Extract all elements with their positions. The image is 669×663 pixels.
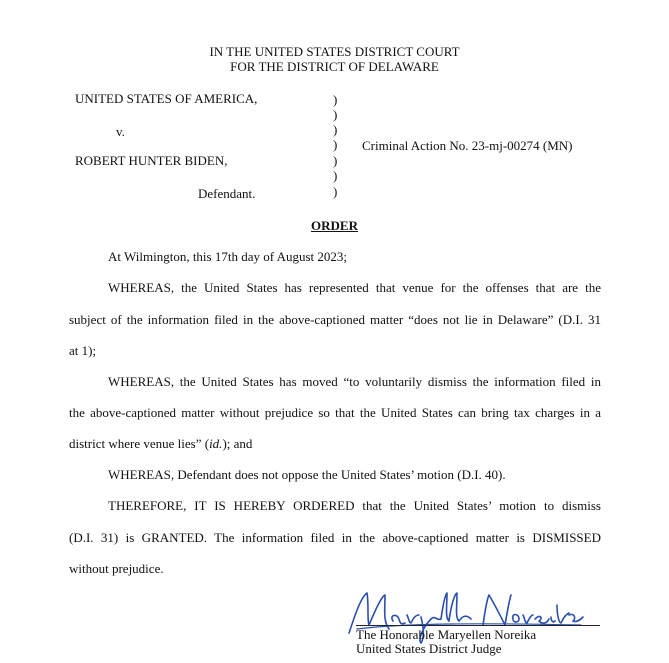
plaintiff-name: UNITED STATES OF AMERICA, [75,91,258,106]
whereas-venue-line-1: WHEREAS, the United States has represented that venue for the offenses that are the [108,280,601,295]
whereas-venue-line-3: at 1); [69,343,97,358]
ordered-line-3: without prejudice. [69,561,164,576]
caption-paren: ) [333,168,338,183]
caption-paren: ) [333,107,338,122]
court-name-line-2: FOR THE DISTRICT OF DELAWARE [230,59,439,74]
defendant-role: Defendant. [198,186,256,201]
judge-title: United States District Judge [356,641,502,656]
judge-name: The Honorable Maryellen Noreika [356,627,537,642]
whereas-motion-line-3: district where venue lies” (id.); and [69,436,253,451]
order-title: ORDER [311,218,358,233]
caption-paren: ) [333,92,338,107]
caption-paren: ) [333,122,338,137]
caption-paren: ) [333,137,338,152]
case-number: Criminal Action No. 23-mj-00274 (MN) [362,138,573,153]
whereas-motion-line-1: WHEREAS, the United States has moved “to voluntarily dismiss the information filed in [108,374,601,389]
caption-paren: ) [333,184,338,199]
ordered-line-1: THEREFORE, IT IS HEREBY ORDERED that the United States’ motion to dismiss [108,498,601,513]
id-citation: id. [209,436,223,451]
whereas-no-opposition: WHEREAS, Defendant does not oppose the United States’ motion (D.I. 40). [108,467,506,482]
whereas-venue-line-2: subject of the information filed in the above-captioned matter “does not lie in Delaware” (D.I. 31 [69,312,601,327]
ordered-line-2: (D.I. 31) is GRANTED. The information filed in the above-captioned matter is DISMISSED [69,530,601,545]
versus-label: v. [116,124,125,139]
court-name-line-1: IN THE UNITED STATES DISTRICT COURT [209,44,460,59]
date-line: At Wilmington, this 17th day of August 2023; [108,249,348,264]
defendant-name: ROBERT HUNTER BIDEN, [75,153,228,168]
caption-paren: ) [333,153,338,168]
signature-line [356,625,600,626]
whereas-motion-line-2: the above-captioned matter without prejudice so that the United States can bring tax charges in a [69,405,601,420]
